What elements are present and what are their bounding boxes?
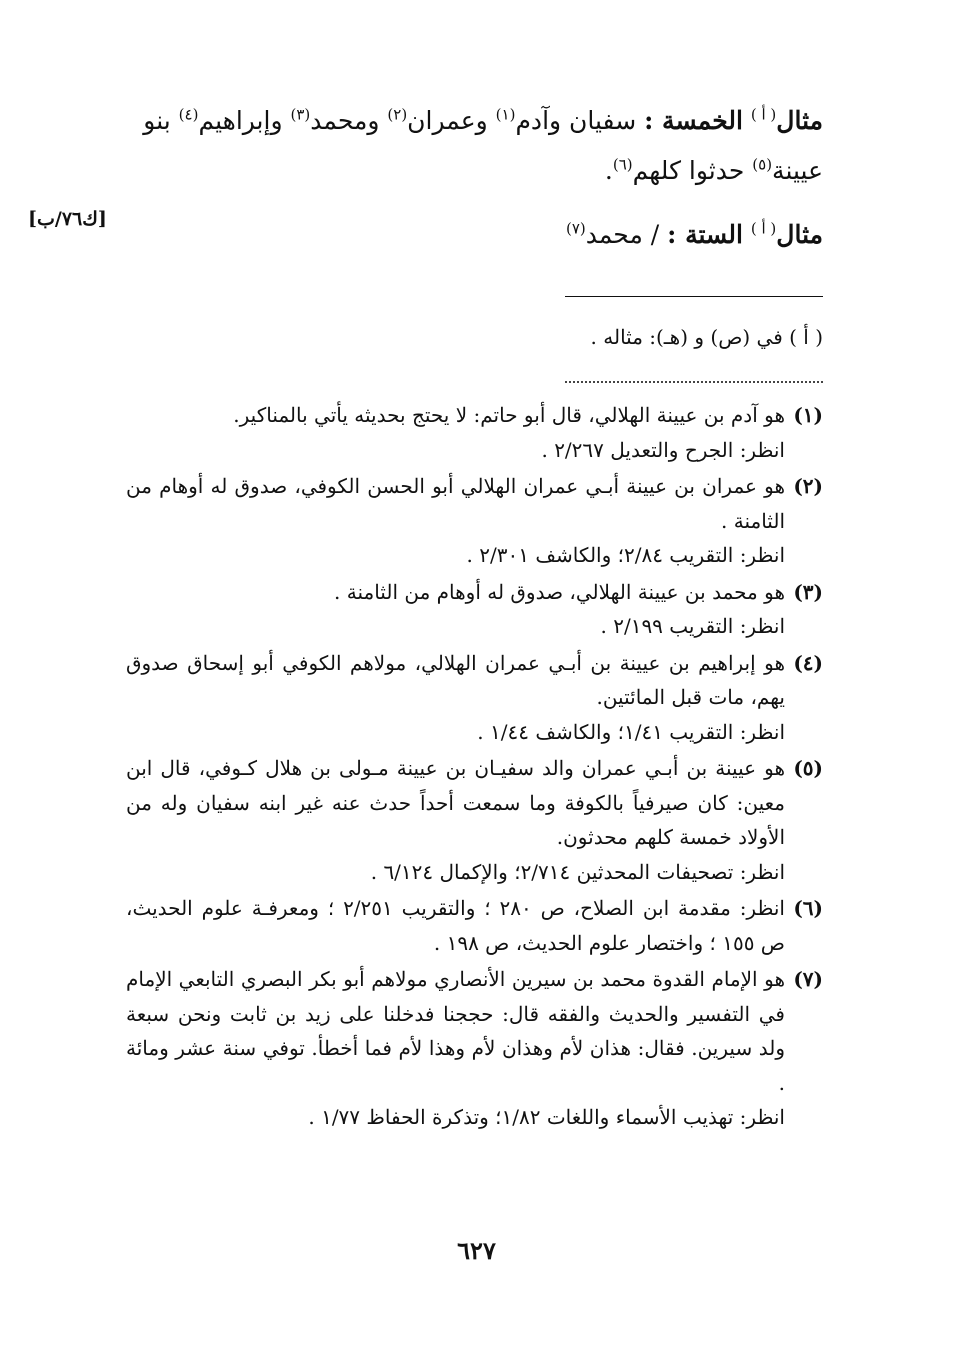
main-text: وعمران bbox=[407, 106, 496, 135]
footnote-separator bbox=[565, 296, 823, 297]
footnote-text: هو إبراهيم بن عيينة بن أبـي عمران الهلالي، مولاهم الكوفي أبو إسحاق صدوق يهم، مات قبل المائتين. bbox=[126, 650, 785, 709]
footnote-number: (٥) bbox=[793, 756, 823, 780]
variant-marker: ( أ ) bbox=[750, 105, 777, 124]
main-paragraph-example-6 bbox=[128, 210, 823, 260]
footnote-text: هو محمد بن عيينة الهلالي، صدوق له أوهام من الثامنة . bbox=[334, 579, 785, 604]
main-text: حدثوا كلهم bbox=[632, 156, 753, 185]
footnote-reference: انظر: التقريب ٢/١٩٩ . bbox=[600, 614, 785, 638]
footnote-marker-1: (١) bbox=[495, 105, 516, 124]
footnote-item bbox=[126, 575, 823, 644]
footnote-text: هو الإمام القدوة محمد بن سيرين الأنصاري مولاهم أبو بكر البصري التابعي الإمام في التفسير والحديث والفقه قال: حججنا فدخلنا على زيد بن ثابت ونحن سبعة ولد سيرين. فقال: هذان لأم وهذان لأم وهذا لأم فما أخطأ. توفي سنة عشر ومائة . bbox=[126, 967, 785, 1095]
footnote-number: (٤) bbox=[793, 650, 823, 675]
footnote-marker-4: (٤) bbox=[178, 105, 199, 124]
example-label: مثال bbox=[776, 106, 823, 135]
manuscript-folio-reference: [ك٧٦/ب] bbox=[28, 208, 107, 230]
footnote-reference: انظر: التقريب ١/٤١؛ والكاشف ١/٤٤ . bbox=[477, 719, 785, 744]
footnote-item bbox=[126, 646, 823, 750]
footnote-item bbox=[126, 962, 823, 1135]
footnote-number: (٢) bbox=[793, 474, 823, 498]
example-title: الستة : bbox=[667, 220, 743, 249]
main-text: . bbox=[604, 156, 613, 185]
footnote-marker-6: (٦) bbox=[612, 155, 633, 174]
footnotes-list bbox=[126, 398, 823, 1137]
variant-note: ( أ ) في (ص) و (هـ): مثاله . bbox=[590, 325, 823, 349]
footnote-text: انظر: مقدمة ابن الصلاح، ص ٢٨٠ ؛ والتقريب ٢/٢٥١ ؛ ومعرفـة علوم الحديث، ص ١٥٥ ؛ واختصار علوم الحديث، ص ١٩٨ . bbox=[126, 896, 785, 955]
main-text: ومحمد bbox=[310, 106, 388, 135]
page-number: ٦٢٧ bbox=[457, 1236, 496, 1265]
footnote-number: (٣) bbox=[793, 579, 823, 604]
footnote-number: (١) bbox=[793, 403, 823, 427]
footnote-marker-2: (٢) bbox=[387, 105, 408, 124]
footnote-item bbox=[126, 469, 823, 573]
footnote-marker-5: (٥) bbox=[752, 155, 773, 174]
footnote-text: هو عمران بن عيينة أبـي عمران الهلالي أبو الحسن الكوفي، صدوق له أوهام من الثامنة . bbox=[126, 474, 785, 533]
footnote-item bbox=[126, 398, 823, 467]
footnote-reference: انظر: تهذيب الأسماء واللغات ١/٨٢؛ وتذكرة الحفاظ ١/٧٧ . bbox=[308, 1105, 785, 1129]
footnote-marker-3: (٣) bbox=[290, 105, 311, 124]
example-title: الخمسة : bbox=[644, 106, 743, 135]
main-paragraph-example-5 bbox=[128, 96, 823, 196]
footnote-number: (٧) bbox=[793, 967, 823, 991]
main-text: / محمد bbox=[585, 220, 668, 249]
footnote-reference: انظر: الجرح والتعديل ٢/٢٦٧ . bbox=[541, 437, 785, 462]
variant-marker: ( أ ) bbox=[750, 219, 777, 238]
footnote-reference: انظر: التقريب ٢/٨٤؛ والكاشف ٢/٣٠١ . bbox=[466, 543, 785, 567]
main-text: بنو عيينة bbox=[143, 106, 823, 185]
footnote-item bbox=[126, 751, 823, 889]
main-text: وإبراهيم bbox=[198, 106, 291, 135]
footnote-text: هو آدم بن عيينة الهلالي، قال أبو حاتم: لا يحتج بحديثه يأتي بالمناكير. bbox=[233, 403, 785, 427]
footnote-reference: انظر: تصحيفات المحدثين ٢/٧١٤؛ والإكمال ٦/١٢٤ . bbox=[370, 859, 785, 884]
main-text: سفيان وآدم bbox=[515, 106, 637, 135]
footnote-item bbox=[126, 891, 823, 960]
dotted-separator bbox=[565, 381, 823, 383]
example-label: مثال bbox=[776, 220, 823, 249]
footnote-text: هو عيينة بن أبـي عمران والد سفيـان بن عيينة مـولى بن هلال كـوفي، قال ابن معين: كان صيرفياً بالكوفة وما سمعت أحداً حدث عنه غير ابنه سفيان وله من الأولاد خمسة كلهم محدثون. bbox=[126, 756, 785, 849]
footnote-marker-7: (٧) bbox=[565, 219, 586, 238]
footnote-number: (٦) bbox=[793, 896, 823, 920]
